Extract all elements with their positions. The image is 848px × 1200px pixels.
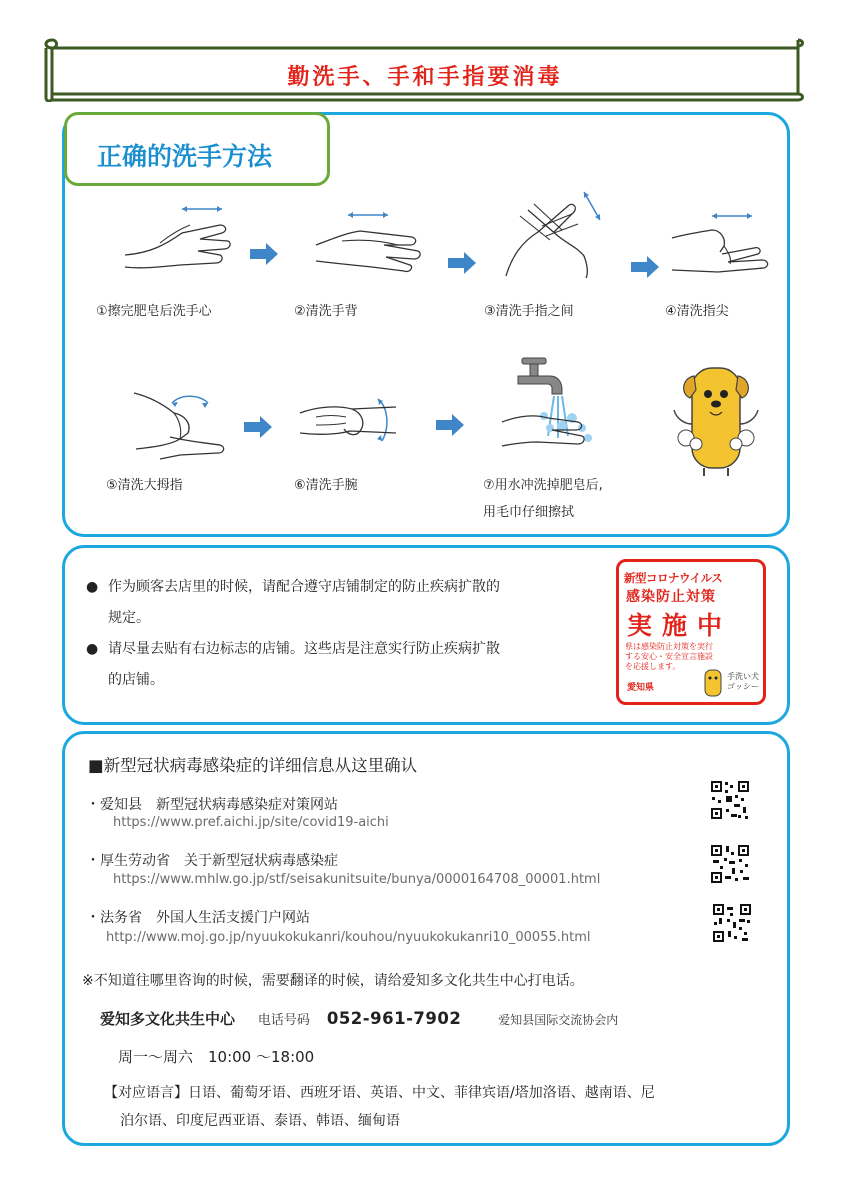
link-title: ・爱知县 新型冠状病毒感染症对策网站 [86, 797, 338, 813]
association-note: 爱知县国际交流协会内 [498, 1013, 619, 1027]
notice-line: 规定。 [108, 610, 150, 626]
sticker-line2: 感染防止対策 [626, 589, 716, 605]
arrow-right-icon [436, 414, 464, 436]
sticker-caption-line: ゴッシー [727, 682, 759, 691]
qr-code-icon[interactable] [710, 844, 750, 884]
center-contact-row [100, 1008, 618, 1029]
center-name: 爱知多文化共生中心 [100, 1010, 236, 1028]
arrow-right-icon [250, 243, 278, 265]
wash-wrists-illustration [296, 393, 406, 453]
phone-number[interactable]: 052-961-7902 [326, 1009, 462, 1028]
step-7-label: ⑦用水冲洗掉肥皂后, [483, 478, 603, 493]
step-4-label: ④清洗指尖 [665, 304, 729, 319]
arrow-right-icon [448, 252, 476, 274]
notice-line: 的店铺。 [108, 672, 164, 688]
wash-between-fingers-illustration [498, 186, 608, 281]
info-heading: ■新型冠状病毒感染症的详细信息从这里确认 [88, 756, 418, 775]
contact-note: ※不知道往哪里咨询的时候，需要翻译的时候，请给爱知多文化共生中心打电话。 [82, 973, 584, 989]
link-url[interactable]: https://www.pref.aichi.jp/site/covid19-aichi [113, 815, 389, 830]
arrow-right-icon [244, 416, 272, 438]
qr-code-icon[interactable] [712, 903, 752, 943]
tel-label: 电话号码 [257, 1013, 310, 1028]
sticker-dog-caption [727, 672, 759, 692]
arrow-right-icon [631, 256, 659, 278]
sticker-line1: 新型コロナウイルス [624, 571, 723, 585]
link-url[interactable]: https://www.mhlw.go.jp/stf/seisakunitsuite/bunya/0000164708_00001.html [113, 872, 601, 887]
sticker-body-line: する安心・安全宣言施設 [625, 652, 713, 661]
opening-hours: 周一～周六 10:00 ～18:00 [118, 1048, 315, 1066]
qr-code-icon[interactable] [710, 780, 750, 820]
infection-prevention-sticker [616, 559, 766, 705]
sticker-line3: 実施中 [627, 611, 733, 640]
step-7-label-line2: 用毛巾仔细擦拭 [483, 505, 575, 520]
sticker-body [625, 642, 713, 672]
section-title: 正确的洗手方法 [97, 142, 273, 171]
link-url[interactable]: http://www.moj.go.jp/nyuukokukanri/kouhou/nyuukokukanri10_00055.html [106, 930, 591, 945]
list-item [86, 634, 596, 696]
languages-line1: 【对应语言】日语、葡萄牙语、西班牙语、英语、中文、菲律宾语/塔加洛语、越南语、尼 [104, 1085, 655, 1101]
step-5-label: ⑤清洗大拇指 [106, 478, 183, 493]
link-title: ・法务省 外国人生活支援门户网站 [86, 910, 310, 926]
notice-line: ● 作为顾客去店里的时候，请配合遵守店铺制定的防止疾病扩散的 [108, 579, 500, 595]
languages-line2: 泊尔语、印度尼西亚语、泰语、韩语、缅甸语 [120, 1113, 400, 1129]
notice-line: ● 请尽量去贴有右边标志的店铺。这些店是注意实行防止疾病扩散 [108, 641, 500, 657]
sticker-caption-line: 手洗い犬 [727, 672, 759, 681]
wash-thumbs-illustration [130, 383, 230, 463]
wash-palms-illustration [120, 195, 240, 275]
aichi-logo: 愛知県 [627, 683, 655, 693]
notice-list [86, 572, 596, 696]
sticker-body-line: 県は感染防止対策を実行 [625, 642, 713, 651]
link-title: ・厚生劳动省 关于新型冠状病毒感染症 [86, 853, 338, 869]
step-1-label: ①擦完肥皂后洗手心 [96, 304, 212, 319]
title-banner [42, 38, 808, 100]
wash-back-of-hands-illustration [312, 205, 432, 280]
step-3-label: ③清洗手指之间 [484, 304, 574, 319]
sticker-dog-icon [701, 668, 725, 698]
rinse-under-tap-illustration [498, 356, 608, 456]
sticker-body-line: を応援します。 [625, 662, 681, 671]
banner-title: 勤洗手、手和手指要消毒 [287, 65, 563, 90]
section-tab [64, 112, 330, 186]
wash-fingertips-illustration [668, 208, 778, 280]
list-item [86, 572, 596, 634]
mascot-dog-illustration [666, 364, 766, 479]
step-2-label: ②清洗手背 [294, 304, 358, 319]
step-6-label: ⑥清洗手腕 [294, 478, 358, 493]
